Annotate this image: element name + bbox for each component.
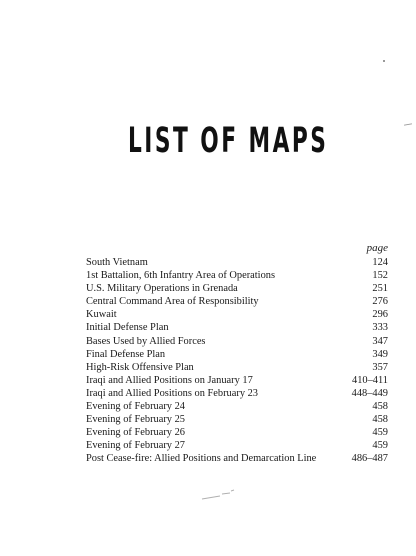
scan-speck bbox=[383, 60, 385, 62]
list-item bbox=[86, 452, 388, 465]
map-title: Bases Used by Allied Forces bbox=[86, 335, 206, 347]
page-number: 410–411 bbox=[352, 374, 388, 386]
map-title: South Vietnam bbox=[86, 257, 148, 268]
page-number: 347 bbox=[372, 335, 388, 347]
map-title: Evening of February 26 bbox=[86, 427, 185, 439]
map-title: Iraqi and Allied Positions on February 23 bbox=[86, 387, 259, 399]
map-title: Kuwait bbox=[86, 309, 117, 321]
map-title: 1st Battalion, 6th Infantry Area of Operations bbox=[86, 270, 276, 282]
list-item bbox=[86, 361, 388, 374]
list-item bbox=[86, 269, 388, 282]
page-title: LIST OF MAPS bbox=[128, 121, 329, 161]
list-item bbox=[86, 374, 388, 387]
page-number: 357 bbox=[372, 361, 388, 373]
page-number: 459 bbox=[372, 440, 388, 452]
page-number: 124 bbox=[372, 257, 388, 268]
list-item bbox=[86, 295, 388, 308]
page-number: 276 bbox=[372, 296, 388, 308]
list-of-maps bbox=[86, 256, 388, 466]
page-number: 459 bbox=[372, 427, 388, 439]
map-title: Evening of February 27 bbox=[86, 440, 185, 452]
list-item bbox=[86, 426, 388, 439]
page-number: 251 bbox=[372, 283, 388, 295]
list-item bbox=[86, 308, 388, 321]
page-column-header: page bbox=[366, 242, 388, 254]
map-title: Post Cease-fire: Allied Positions and Demarcation Line bbox=[86, 453, 317, 465]
page-number: 296 bbox=[372, 309, 388, 321]
map-title: Evening of February 24 bbox=[86, 401, 185, 413]
list-item bbox=[86, 348, 388, 361]
page-number: 458 bbox=[372, 401, 388, 413]
map-title: Evening of February 25 bbox=[86, 414, 185, 426]
scan-speck bbox=[404, 123, 412, 125]
list-item bbox=[86, 321, 388, 334]
page-number: 458 bbox=[372, 414, 388, 426]
pencil-mark bbox=[200, 488, 240, 502]
map-title: U.S. Military Operations in Grenada bbox=[86, 283, 238, 295]
list-item bbox=[86, 413, 388, 426]
list-item bbox=[86, 256, 388, 269]
page-number: 448–449 bbox=[351, 387, 388, 399]
list-item bbox=[86, 387, 388, 400]
page-number: 333 bbox=[372, 322, 388, 334]
list-item bbox=[86, 282, 388, 295]
list-item bbox=[86, 335, 388, 348]
map-title: Iraqi and Allied Positions on January 17 bbox=[86, 374, 253, 386]
map-title: Initial Defense Plan bbox=[86, 322, 169, 334]
list-item bbox=[86, 439, 388, 452]
page-number: 486–487 bbox=[351, 453, 388, 465]
map-title: Central Command Area of Responsibility bbox=[86, 296, 259, 308]
page-number: 152 bbox=[372, 270, 388, 282]
list-item bbox=[86, 400, 388, 413]
map-title: Final Defense Plan bbox=[86, 348, 166, 360]
page-number: 349 bbox=[372, 348, 388, 360]
map-title: High-Risk Offensive Plan bbox=[86, 361, 194, 373]
